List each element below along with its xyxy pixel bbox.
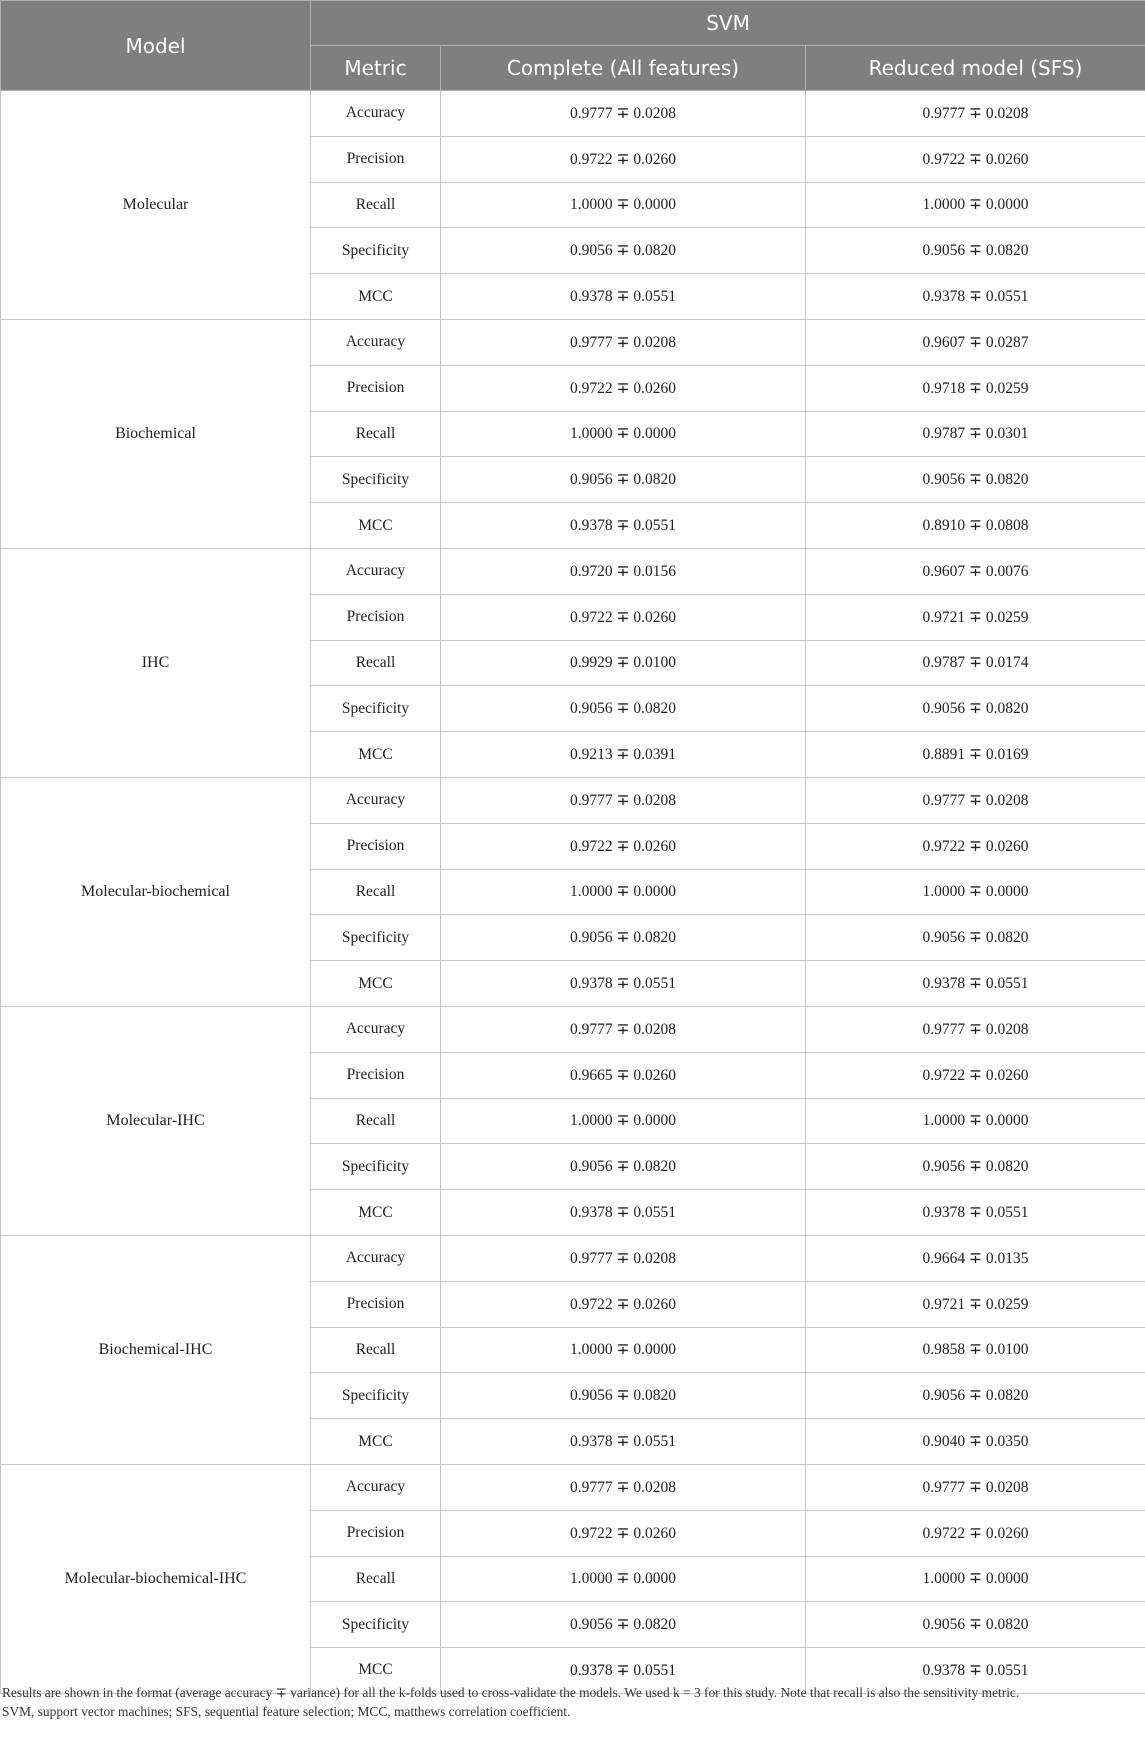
reduced-value-cell: 0.9056 ∓ 0.0820 — [806, 457, 1145, 503]
complete-value-cell: 0.9056 ∓ 0.0820 — [441, 1144, 806, 1190]
reduced-value-cell: 0.9722 ∓ 0.0260 — [806, 136, 1145, 182]
table-row — [1, 1464, 1145, 1510]
complete-value-cell: 1.0000 ∓ 0.0000 — [441, 1327, 806, 1373]
header-complete: Complete (All features) — [441, 46, 806, 91]
complete-value-cell: 0.9056 ∓ 0.0820 — [441, 1602, 806, 1648]
reduced-value-cell: 0.9721 ∓ 0.0259 — [806, 1281, 1145, 1327]
reduced-value-cell: 0.9378 ∓ 0.0551 — [806, 1648, 1145, 1694]
metric-cell: MCC — [311, 274, 441, 320]
metric-cell: Recall — [311, 1098, 441, 1144]
metric-cell: Precision — [311, 823, 441, 869]
metric-cell: Accuracy — [311, 1464, 441, 1510]
reduced-value-cell: 0.9056 ∓ 0.0820 — [806, 1373, 1145, 1419]
reduced-value-cell: 0.8910 ∓ 0.0808 — [806, 503, 1145, 549]
reduced-value-cell: 1.0000 ∓ 0.0000 — [806, 869, 1145, 915]
metric-cell: Recall — [311, 640, 441, 686]
complete-value-cell: 0.9056 ∓ 0.0820 — [441, 228, 806, 274]
metric-cell: Recall — [311, 411, 441, 457]
metric-cell: Recall — [311, 1327, 441, 1373]
metric-cell: MCC — [311, 1648, 441, 1694]
reduced-value-cell: 0.9607 ∓ 0.0287 — [806, 319, 1145, 365]
metric-cell: Accuracy — [311, 777, 441, 823]
complete-value-cell: 0.9213 ∓ 0.0391 — [441, 732, 806, 778]
table-row — [1, 777, 1145, 823]
table-row — [1, 91, 1145, 137]
metric-cell: Specificity — [311, 686, 441, 732]
complete-value-cell: 0.9777 ∓ 0.0208 — [441, 91, 806, 137]
reduced-value-cell: 1.0000 ∓ 0.0000 — [806, 1556, 1145, 1602]
metric-cell: Accuracy — [311, 548, 441, 594]
reduced-value-cell: 0.9378 ∓ 0.0551 — [806, 1190, 1145, 1236]
model-cell: Molecular-biochemical — [1, 777, 311, 1006]
complete-value-cell: 0.9378 ∓ 0.0551 — [441, 1648, 806, 1694]
reduced-value-cell: 0.9722 ∓ 0.0260 — [806, 1510, 1145, 1556]
reduced-value-cell: 0.9056 ∓ 0.0820 — [806, 1602, 1145, 1648]
reduced-value-cell: 0.9607 ∓ 0.0076 — [806, 548, 1145, 594]
complete-value-cell: 1.0000 ∓ 0.0000 — [441, 1098, 806, 1144]
metric-cell: MCC — [311, 1419, 441, 1465]
complete-value-cell: 0.9777 ∓ 0.0208 — [441, 1006, 806, 1052]
reduced-value-cell: 0.9664 ∓ 0.0135 — [806, 1235, 1145, 1281]
metric-cell: Recall — [311, 869, 441, 915]
reduced-value-cell: 0.9777 ∓ 0.0208 — [806, 777, 1145, 823]
metric-cell: MCC — [311, 961, 441, 1007]
complete-value-cell: 0.9378 ∓ 0.0551 — [441, 1419, 806, 1465]
complete-value-cell: 0.9777 ∓ 0.0208 — [441, 1464, 806, 1510]
model-cell: IHC — [1, 548, 311, 777]
reduced-value-cell: 0.9777 ∓ 0.0208 — [806, 91, 1145, 137]
complete-value-cell: 1.0000 ∓ 0.0000 — [441, 1556, 806, 1602]
complete-value-cell: 0.9378 ∓ 0.0551 — [441, 503, 806, 549]
metric-cell: Accuracy — [311, 91, 441, 137]
model-cell: Biochemical-IHC — [1, 1235, 311, 1464]
header-svm: SVM — [311, 1, 1145, 46]
metric-cell: Accuracy — [311, 319, 441, 365]
complete-value-cell: 0.9722 ∓ 0.0260 — [441, 136, 806, 182]
table-row — [1, 1235, 1145, 1281]
table-row — [1, 1006, 1145, 1052]
header-reduced: Reduced model (SFS) — [806, 46, 1145, 91]
metric-cell: MCC — [311, 1190, 441, 1236]
metric-cell: Precision — [311, 594, 441, 640]
reduced-value-cell: 0.9056 ∓ 0.0820 — [806, 228, 1145, 274]
complete-value-cell: 0.9722 ∓ 0.0260 — [441, 365, 806, 411]
metric-cell: Precision — [311, 136, 441, 182]
metric-cell: Precision — [311, 1510, 441, 1556]
complete-value-cell: 0.9056 ∓ 0.0820 — [441, 915, 806, 961]
complete-value-cell: 0.9665 ∓ 0.0260 — [441, 1052, 806, 1098]
metric-cell: Precision — [311, 1052, 441, 1098]
reduced-value-cell: 0.9718 ∓ 0.0259 — [806, 365, 1145, 411]
reduced-value-cell: 0.9858 ∓ 0.0100 — [806, 1327, 1145, 1373]
complete-value-cell: 0.9378 ∓ 0.0551 — [441, 1190, 806, 1236]
model-cell: Molecular-biochemical-IHC — [1, 1464, 311, 1693]
complete-value-cell: 1.0000 ∓ 0.0000 — [441, 411, 806, 457]
reduced-value-cell: 0.9722 ∓ 0.0260 — [806, 823, 1145, 869]
header-metric: Metric — [311, 46, 441, 91]
reduced-value-cell: 0.8891 ∓ 0.0169 — [806, 732, 1145, 778]
metric-cell: Recall — [311, 1556, 441, 1602]
complete-value-cell: 1.0000 ∓ 0.0000 — [441, 869, 806, 915]
reduced-value-cell: 0.9787 ∓ 0.0174 — [806, 640, 1145, 686]
metric-cell: Specificity — [311, 228, 441, 274]
complete-value-cell: 0.9056 ∓ 0.0820 — [441, 686, 806, 732]
table-footnotes — [0, 1683, 1142, 1721]
complete-value-cell: 0.9722 ∓ 0.0260 — [441, 594, 806, 640]
complete-value-cell: 0.9720 ∓ 0.0156 — [441, 548, 806, 594]
complete-value-cell: 0.9722 ∓ 0.0260 — [441, 1510, 806, 1556]
complete-value-cell: 1.0000 ∓ 0.0000 — [441, 182, 806, 228]
metric-cell: Specificity — [311, 457, 441, 503]
metric-cell: Accuracy — [311, 1006, 441, 1052]
reduced-value-cell: 0.9721 ∓ 0.0259 — [806, 594, 1145, 640]
metric-cell: Accuracy — [311, 1235, 441, 1281]
metric-cell: Recall — [311, 182, 441, 228]
complete-value-cell: 0.9056 ∓ 0.0820 — [441, 457, 806, 503]
footnote-format: Results are shown in the format (average accuracy ∓ variance) for all the k-folds used to cross-validate the models. We used k = 3 for this study. Note that recall is also the sensitivity metric. — [2, 1685, 1020, 1700]
reduced-value-cell: 0.9722 ∓ 0.0260 — [806, 1052, 1145, 1098]
complete-value-cell: 0.9777 ∓ 0.0208 — [441, 1235, 806, 1281]
reduced-value-cell: 0.9056 ∓ 0.0820 — [806, 1144, 1145, 1190]
table-header — [1, 1, 1145, 91]
complete-value-cell: 0.9378 ∓ 0.0551 — [441, 274, 806, 320]
reduced-value-cell: 1.0000 ∓ 0.0000 — [806, 1098, 1145, 1144]
table-row — [1, 548, 1145, 594]
metric-cell: MCC — [311, 503, 441, 549]
reduced-value-cell: 0.9378 ∓ 0.0551 — [806, 274, 1145, 320]
complete-value-cell: 0.9929 ∓ 0.0100 — [441, 640, 806, 686]
footnote-abbreviations: SVM, support vector machines; SFS, sequential feature selection; MCC, matthews correlation coefficient. — [2, 1704, 571, 1719]
reduced-value-cell: 1.0000 ∓ 0.0000 — [806, 182, 1145, 228]
metric-cell: Specificity — [311, 1373, 441, 1419]
complete-value-cell: 0.9777 ∓ 0.0208 — [441, 777, 806, 823]
metric-cell: Specificity — [311, 1602, 441, 1648]
reduced-value-cell: 0.9056 ∓ 0.0820 — [806, 915, 1145, 961]
table-body — [1, 91, 1145, 1694]
reduced-value-cell: 0.9040 ∓ 0.0350 — [806, 1419, 1145, 1465]
complete-value-cell: 0.9378 ∓ 0.0551 — [441, 961, 806, 1007]
metric-cell: Precision — [311, 1281, 441, 1327]
complete-value-cell: 0.9722 ∓ 0.0260 — [441, 1281, 806, 1327]
header-model: Model — [1, 1, 311, 91]
complete-value-cell: 0.9777 ∓ 0.0208 — [441, 319, 806, 365]
metric-cell: Specificity — [311, 1144, 441, 1190]
reduced-value-cell: 0.9777 ∓ 0.0208 — [806, 1464, 1145, 1510]
model-cell: Molecular — [1, 91, 311, 320]
reduced-value-cell: 0.9378 ∓ 0.0551 — [806, 961, 1145, 1007]
reduced-value-cell: 0.9777 ∓ 0.0208 — [806, 1006, 1145, 1052]
metric-cell: Specificity — [311, 915, 441, 961]
complete-value-cell: 0.9056 ∓ 0.0820 — [441, 1373, 806, 1419]
complete-value-cell: 0.9722 ∓ 0.0260 — [441, 823, 806, 869]
metric-cell: Precision — [311, 365, 441, 411]
metric-cell: MCC — [311, 732, 441, 778]
reduced-value-cell: 0.9056 ∓ 0.0820 — [806, 686, 1145, 732]
model-cell: Biochemical — [1, 319, 311, 548]
reduced-value-cell: 0.9787 ∓ 0.0301 — [806, 411, 1145, 457]
table-row — [1, 319, 1145, 365]
model-cell: Molecular-IHC — [1, 1006, 311, 1235]
